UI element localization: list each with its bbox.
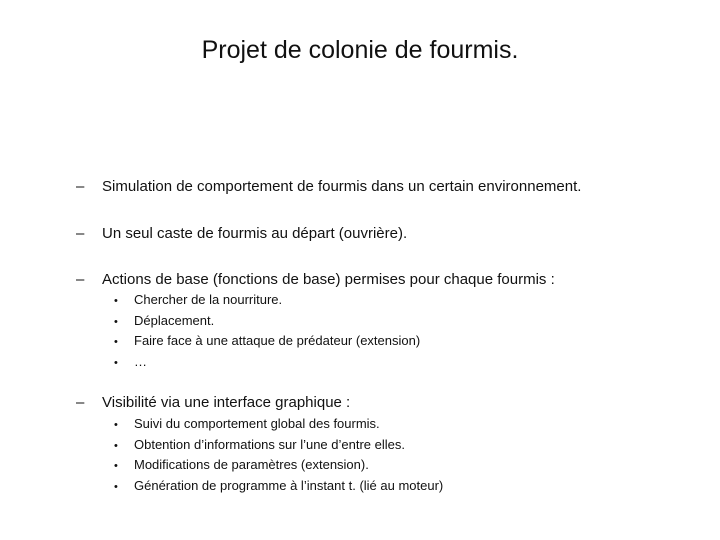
list-item-text: Génération de programme à l’instant t. (lié au moteur) [134, 478, 444, 494]
list-item [114, 290, 420, 311]
bullet-marker: • [114, 419, 118, 431]
point-text: Simulation de comportement de fourmis dans un certain environnement. [102, 178, 582, 195]
bullet-marker: • [114, 295, 118, 307]
list-item-text: Chercher de la nourriture. [134, 292, 283, 307]
dash-marker: – [76, 178, 85, 195]
list-item-text: Modifications de paramètres (extension). [134, 457, 369, 473]
bullet-marker: • [114, 357, 118, 370]
point-text: Visibilité via une interface graphique : [102, 394, 351, 411]
point-text: Un seul caste de fourmis au départ (ouvrière). [102, 225, 408, 242]
point-visibility [76, 394, 350, 411]
dash-marker: – [76, 271, 85, 288]
list-item-text: Faire face à une attaque de prédateur (extension) [134, 333, 421, 349]
dash-marker: – [76, 225, 85, 242]
list-item [114, 311, 420, 332]
point-simulation [76, 178, 581, 195]
visibility-sublist [114, 414, 443, 497]
bullet-marker: • [114, 481, 118, 494]
bullet-marker: • [114, 315, 118, 328]
list-item [114, 435, 443, 456]
list-item-text: … [134, 354, 147, 370]
bullet-marker: • [114, 336, 118, 349]
list-item [114, 455, 443, 476]
actions-sublist [114, 290, 420, 373]
bullet-marker: • [114, 439, 118, 452]
point-actions [76, 271, 555, 288]
list-item [114, 414, 443, 435]
list-item [114, 331, 420, 352]
point-caste [76, 225, 407, 242]
point-text: Actions de base (fonctions de base) permises pour chaque fourmis : [102, 271, 555, 288]
list-item [114, 352, 420, 373]
list-item-text: Obtention d’informations sur l’une d’entre elles. [134, 436, 405, 452]
bullet-marker: • [114, 460, 118, 473]
list-item-text: Suivi du comportement global des fourmis. [134, 416, 380, 431]
list-item [114, 476, 443, 497]
slide-title: Projet de colonie de fourmis. [201, 36, 519, 64]
dash-marker: – [76, 394, 85, 411]
list-item-text: Déplacement. [134, 312, 215, 328]
